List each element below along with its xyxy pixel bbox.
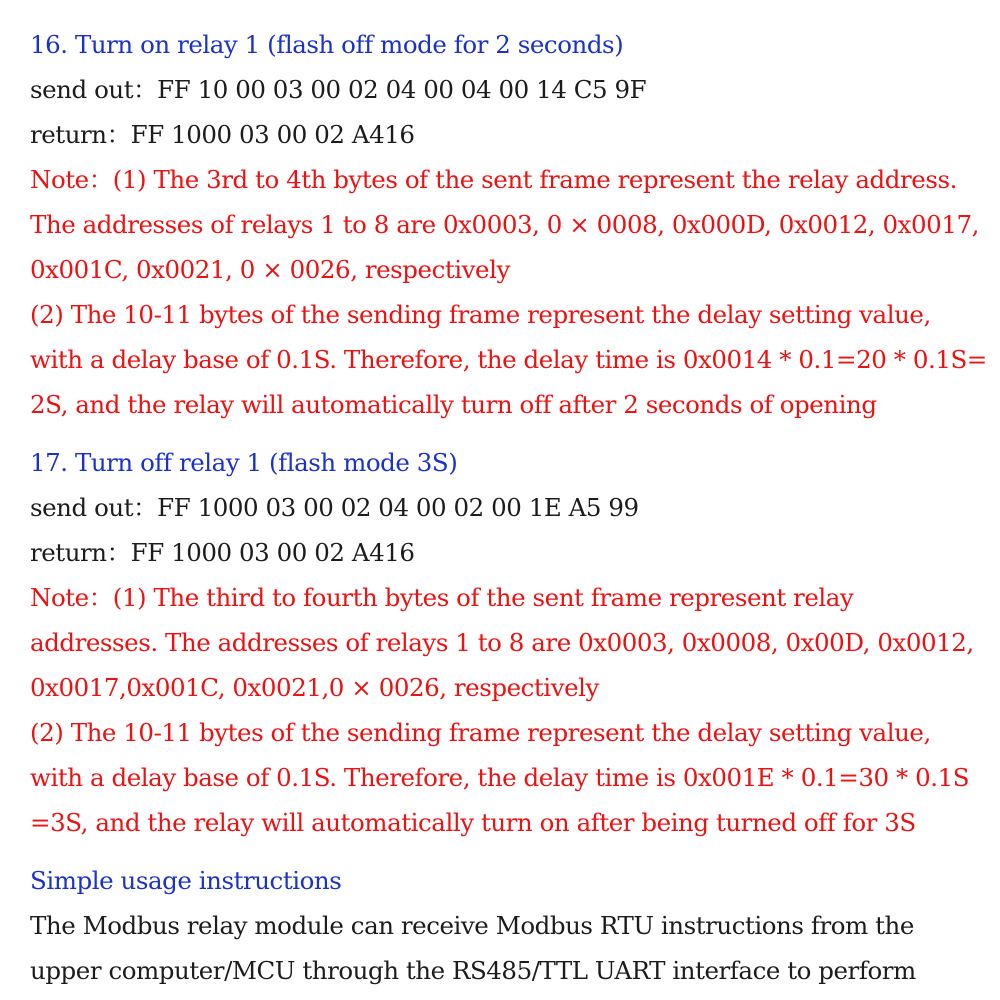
document-page	[30, 22, 990, 993]
section-16-note-line: (2) The 10-11 bytes of the sending frame represent the delay setting value,	[30, 300, 931, 329]
section-17-return-frame: return：FF 1000 03 00 02 A416	[30, 538, 415, 567]
section-spacer	[30, 845, 990, 858]
usage-title: Simple usage instructions	[30, 866, 342, 895]
section-16-note-line: with a delay base of 0.1S. Therefore, the delay time is 0x0014 * 0.1=20 * 0.1S=	[30, 345, 987, 374]
section-16-title: 16. Turn on relay 1 (flash off mode for 2 seconds)	[30, 30, 624, 59]
section-16-note-line: The addresses of relays 1 to 8 are 0x0003, 0 × 0008, 0x000D, 0x0012, 0x0017,	[30, 210, 979, 239]
section-17-note-line: 0x0017,0x001C, 0x0021,0 × 0026, respectively	[30, 673, 599, 702]
section-17-note-line: Note：(1) The third to fourth bytes of the sent frame represent relay	[30, 583, 854, 612]
section-17-note-line: (2) The 10-11 bytes of the sending frame represent the delay setting value,	[30, 718, 931, 747]
usage-section	[30, 858, 990, 993]
section-17-title: 17. Turn off relay 1 (flash mode 3S)	[30, 448, 458, 477]
section-spacer	[30, 427, 990, 440]
section-16-note-line: 2S, and the relay will automatically turn off after 2 seconds of opening	[30, 390, 877, 419]
section-17-note-line: =3S, and the relay will automatically turn on after being turned off for 3S	[30, 808, 916, 837]
section-16-note-line: Note：(1) The 3rd to 4th bytes of the sent frame represent the relay address.	[30, 165, 957, 194]
section-17	[30, 440, 990, 845]
section-16-return-frame: return：FF 1000 03 00 02 A416	[30, 120, 415, 149]
section-17-note-line: with a delay base of 0.1S. Therefore, the delay time is 0x001E * 0.1=30 * 0.1S	[30, 763, 970, 792]
section-16	[30, 22, 990, 427]
section-16-send-frame: send out：FF 10 00 03 00 02 04 00 04 00 14 C5 9F	[30, 75, 647, 104]
section-17-note-line: addresses. The addresses of relays 1 to 8 are 0x0003, 0x0008, 0x00D, 0x0012,	[30, 628, 974, 657]
usage-line: The Modbus relay module can receive Modbus RTU instructions from the	[30, 911, 914, 940]
usage-line: upper computer/MCU through the RS485/TTL UART interface to perform	[30, 956, 916, 985]
section-16-note-line: 0x001C, 0x0021, 0 × 0026, respectively	[30, 255, 510, 284]
section-17-send-frame: send out：FF 1000 03 00 02 04 00 02 00 1E A5 99	[30, 493, 639, 522]
